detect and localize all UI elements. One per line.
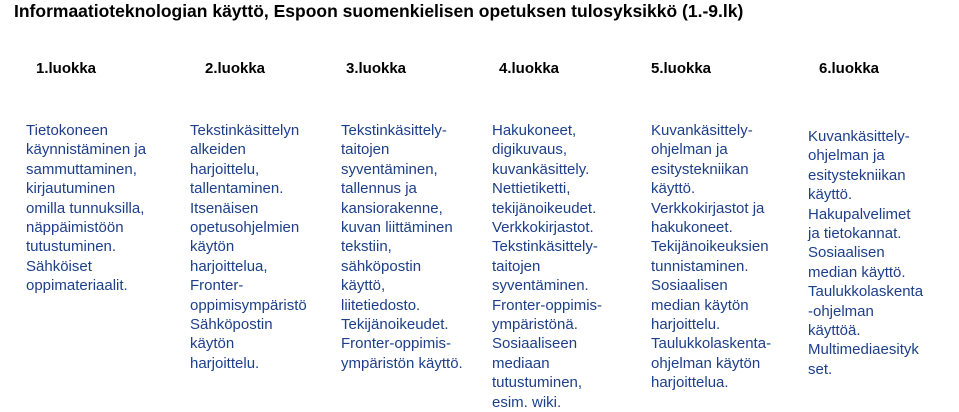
content-line: käytön (190, 335, 235, 353)
content-line: set. (808, 360, 833, 378)
content-line: käyttö, (341, 277, 386, 295)
content-line: Tekstinkäsittely- (492, 238, 598, 256)
content-line: tutustuminen. (26, 238, 117, 256)
content-line: digikuvaus, (492, 141, 568, 159)
page-title: Informaatioteknologian käyttö, Espoon suomenkielisen opetuksen tulosyksikkö (1.-9.lk) (14, 1, 744, 21)
column-header-grade-1: 1.luokka (36, 60, 97, 77)
grade-6-content (808, 127, 923, 379)
content-line: kuvankäsittely. (492, 160, 590, 178)
content-line: ohjelman ja (651, 141, 728, 159)
content-line: tallennus ja (341, 180, 417, 198)
content-line: syventäminen. (492, 277, 589, 295)
content-line: Kuvankäsittely- (808, 128, 910, 145)
content-line: Sähköpostin (190, 316, 273, 334)
content-line: esim. wiki. (492, 393, 562, 411)
content-line: Itsenäisen (190, 199, 259, 217)
content-line: Sähköiset (26, 257, 92, 275)
content-line: Verkkokirjastot. (492, 219, 594, 237)
content-line: alkeiden (190, 141, 246, 159)
content-line: oppimisympäristö (190, 296, 307, 314)
content-line: median käyttö. (808, 263, 906, 281)
column-header-grade-6: 6.luokka (819, 60, 880, 77)
content-line: kuvan liittäminen (341, 219, 453, 237)
content-line: Fronter-oppimis- (492, 296, 603, 314)
content-line: Verkkokirjastot ja (651, 199, 765, 217)
content-line: harjoittelu, (190, 160, 260, 178)
content-line: Hakukoneet, (492, 122, 577, 139)
grade-4-content (492, 121, 602, 412)
content-line: taitojen (492, 257, 541, 275)
column-header-grade-3: 3.luokka (346, 60, 407, 77)
content-line: Sosiaalisen (651, 277, 728, 295)
content-line: ohjelman käytön (651, 354, 761, 372)
content-line: tallentaminen. (190, 180, 284, 198)
content-line: tekstiin, (341, 238, 392, 256)
content-line: Multimediaesityk (808, 341, 919, 359)
content-line: syventäminen, (341, 160, 438, 178)
content-line: taitojen (341, 141, 390, 159)
content-line: sähköpostin (341, 257, 422, 275)
content-line: harjoittelu. (190, 354, 260, 372)
content-line: ja tietokannat. (808, 225, 902, 243)
content-line: Tekijänoikeuksien (651, 238, 769, 256)
grade-2-content (190, 121, 307, 373)
column-header-grade-2: 2.luokka (205, 60, 266, 77)
content-line: käyttö. (808, 186, 853, 204)
content-line: ympäristön käyttö. (341, 354, 463, 372)
content-line: Kuvankäsittely- (651, 122, 753, 139)
grade-3-content (341, 121, 463, 373)
content-line: mediaan (492, 354, 550, 372)
content-line: harjoittelu. (651, 316, 721, 334)
content-line: kirjautuminen (26, 180, 116, 198)
content-line: tutustuminen, (492, 374, 583, 392)
content-line: kansiorakenne, (341, 199, 443, 217)
content-line: ympäristönä. (492, 316, 578, 334)
content-line: omilla tunnuksilla, (26, 199, 145, 217)
content-line: -ohjelman (808, 302, 874, 320)
content-line: oppimateriaalit. (26, 277, 128, 295)
content-line: Fronter-oppimis- (341, 335, 452, 353)
content-line: hakukoneet. (651, 219, 733, 237)
content-line: harjoittelua, (190, 257, 268, 275)
column-header-grade-4: 4.luokka (499, 60, 560, 77)
content-line: Nettietiketti, (492, 180, 571, 198)
content-line: esitystekniikan (651, 160, 749, 178)
content-line: Sosiaaliseen (492, 335, 578, 353)
content-line: tunnistaminen. (651, 257, 749, 275)
content-line: Taulukkolaskenta (808, 283, 924, 301)
content-line: Tekijänoikeudet. (341, 316, 449, 334)
content-line: harjoittelua. (651, 374, 729, 392)
grade-1-content (26, 121, 146, 296)
content-line: tekijänoikeudet. (492, 199, 597, 217)
content-line: Fronter- (190, 277, 244, 295)
content-line: Tekstinkäsittelyn (190, 122, 300, 139)
content-line: Taulukkolaskenta- (651, 335, 772, 353)
content-line: Tietokoneen (26, 122, 109, 139)
column-header-grade-5: 5.luokka (651, 60, 712, 77)
content-line: esitystekniikan (808, 166, 906, 184)
content-line: käynnistäminen ja (26, 141, 147, 159)
content-line: ohjelman ja (808, 147, 885, 165)
content-line: käytön (190, 238, 235, 256)
content-line: käyttöä. (808, 322, 861, 340)
content-line: Hakupalvelimet (808, 205, 911, 223)
content-line: sammuttaminen, (26, 160, 137, 178)
content-line: median käytön (651, 296, 749, 314)
content-line: näppäimistöön (26, 219, 124, 237)
grade-5-content (651, 121, 771, 393)
content-line: opetusohjelmien (190, 219, 300, 237)
content-line: käyttö. (651, 180, 696, 198)
content-line: Tekstinkäsittely- (341, 122, 447, 139)
content-line: liitetiedosto. (341, 296, 421, 314)
content-line: Sosiaalisen (808, 244, 885, 262)
